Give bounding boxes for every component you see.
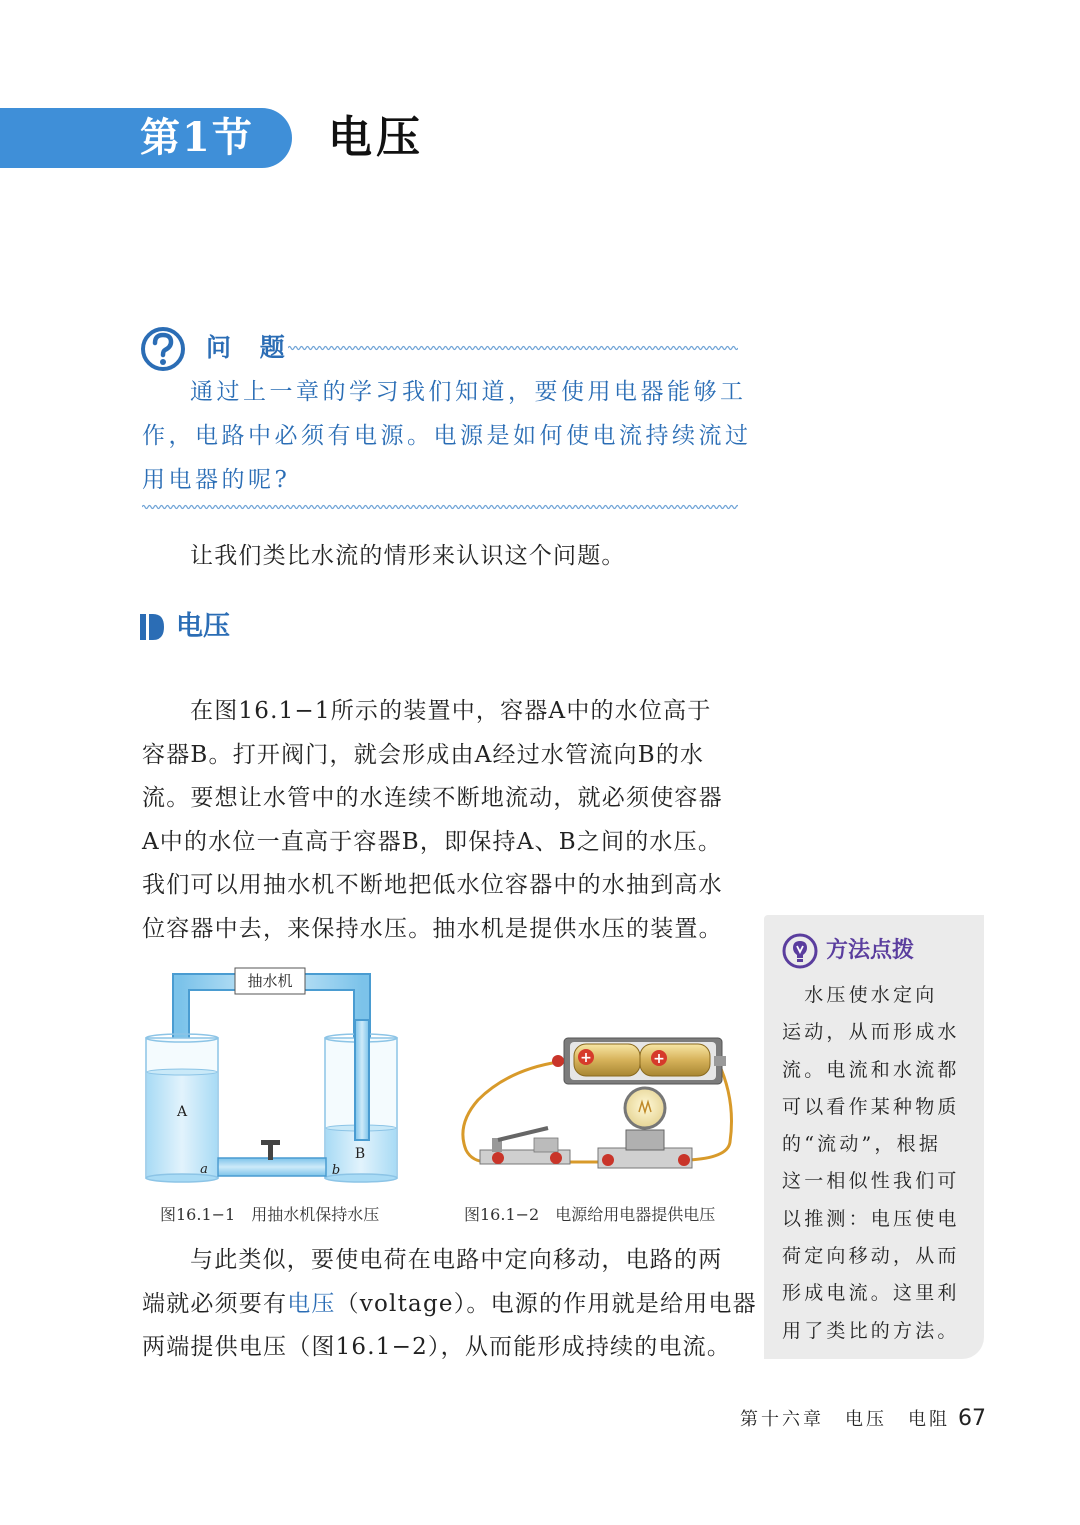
figure-water-pump xyxy=(140,960,410,1190)
figure-2-caption: 图16.1−2 电源给用电器提供电压 xyxy=(464,1205,716,1224)
tip-line: 以推测：电压使电 xyxy=(782,1207,960,1230)
label-point-b: b xyxy=(331,1163,341,1178)
paragraph-line xyxy=(142,1283,757,1327)
intro-text: 让我们类比水流的情形来认识这个问题。 xyxy=(190,543,626,569)
tip-line: 水压使水定向 xyxy=(782,984,938,1006)
tip-line: 运动，从而形成水 xyxy=(782,1021,960,1044)
pump-label: 抽水机 xyxy=(247,972,293,990)
text-segment: 端就必须要有 xyxy=(142,1290,288,1317)
paragraph-line: 在图16.1−1所示的装置中，容器A中的水位高于 xyxy=(190,698,712,724)
tip-line: 流。电流和水流都 xyxy=(782,1058,960,1081)
method-tip-heading: 方法点拨 xyxy=(826,938,915,963)
tip-line: 荷定向移动，从而 xyxy=(782,1245,960,1268)
paragraph-line: A中的水位一直高于容器B，即保持A、B之间的水压。 xyxy=(142,828,723,855)
figure-1-caption: 图16.1−1 用抽水机保持水压 xyxy=(160,1205,380,1224)
pump-box xyxy=(235,968,305,994)
tip-line: 可以看作某种物质 xyxy=(782,1095,960,1118)
battery-pack xyxy=(552,1038,726,1084)
method-tip-text xyxy=(782,977,972,1350)
valve-icon xyxy=(261,1140,280,1160)
tip-line: 的“流动”，根据 xyxy=(782,1133,942,1156)
paragraph-1 xyxy=(142,690,742,951)
paragraph-2 xyxy=(142,1239,757,1370)
lightbulb-fixture xyxy=(598,1088,692,1168)
switch-icon xyxy=(480,1128,570,1164)
paragraph-line: 两端提供电压（图16.1−2），从而能形成持续的电流。 xyxy=(142,1334,732,1360)
chapter-footer: 第十六章 电压 电阻 xyxy=(740,1409,950,1430)
wavy-divider-top xyxy=(288,344,738,352)
question-heading: 问 题 xyxy=(206,333,295,362)
svg-text:+: + xyxy=(580,1050,592,1066)
tip-line: 这一相似性我们可 xyxy=(782,1170,960,1193)
label-container-a: A xyxy=(176,1104,188,1120)
label-point-a: a xyxy=(200,1162,208,1177)
question-icon xyxy=(140,326,186,372)
section-marker-icon xyxy=(140,614,164,640)
question-line: 用电器的呢? xyxy=(142,467,291,493)
paragraph-line: 容器B。打开阀门，就会形成由A经过水管流向B的水 xyxy=(142,741,705,768)
paragraph-line: 流。要想让水管中的水连续不断地流动，就必须使容器 xyxy=(142,785,723,811)
subsection-title: 电压 xyxy=(176,611,230,642)
paragraph-line: 位容器中去，来保持水压。抽水机是提供水压的装置。 xyxy=(142,915,723,942)
figure-circuit xyxy=(448,1030,738,1180)
tip-line: 形成电流。这里利 xyxy=(782,1282,960,1305)
question-line: 作，电路中必须有电源。电源是如何使电流持续流过 xyxy=(142,423,752,449)
svg-text:+: + xyxy=(653,1051,665,1067)
tip-line: 用了类比的方法。 xyxy=(782,1319,960,1342)
label-container-b: B xyxy=(354,1146,366,1162)
keyword-voltage: 电压 xyxy=(287,1290,336,1317)
question-line: 通过上一章的学习我们知道，要使用电器能够工 xyxy=(190,379,747,405)
wavy-divider-bottom xyxy=(142,503,738,511)
page-number: 67 xyxy=(958,1406,986,1431)
lightbulb-icon xyxy=(782,933,818,969)
question-text xyxy=(142,370,752,502)
section-label: 第1节 xyxy=(140,114,254,161)
text-segment: （voltage）。电源的作用就是给用电器 xyxy=(335,1290,757,1317)
paragraph-line: 我们可以用抽水机不断地把低水位容器中的水抽到高水 xyxy=(142,872,723,898)
paragraph-line: 与此类似，要使电荷在电路中定向移动，电路的两 xyxy=(190,1247,723,1273)
page-title: 电压 xyxy=(328,112,424,163)
